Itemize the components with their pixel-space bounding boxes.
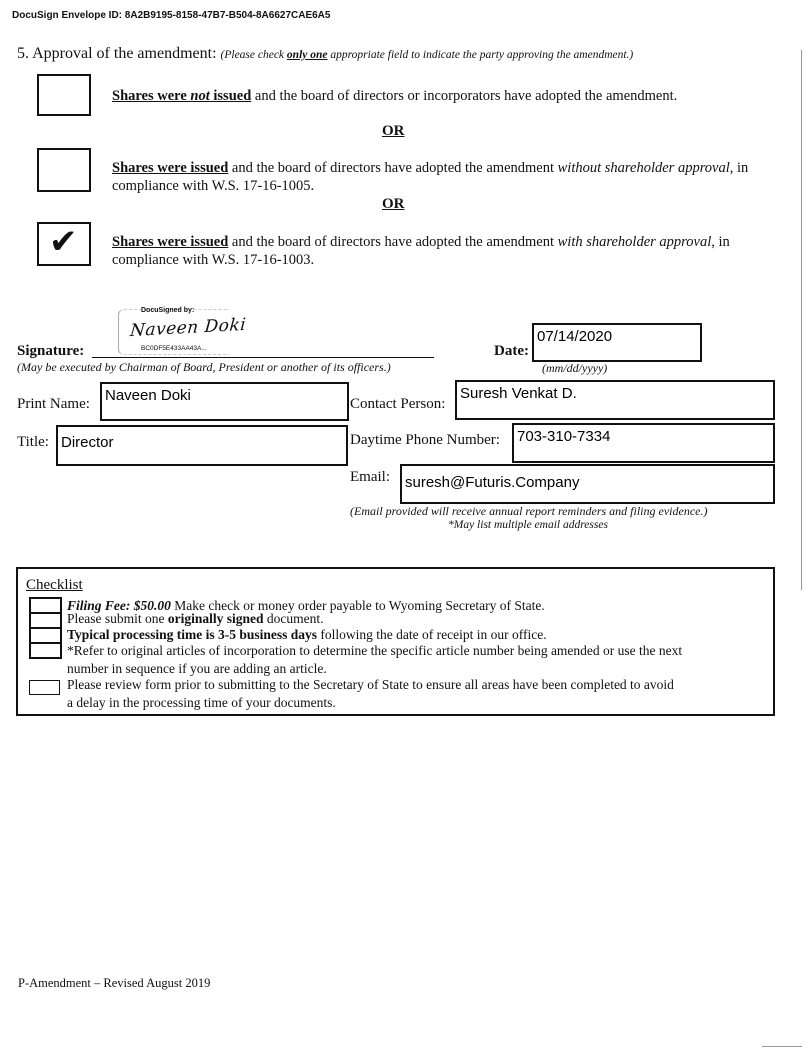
email-multiple-note: *May list multiple email addresses — [448, 519, 608, 531]
email-field[interactable]: suresh@Futuris.Company — [400, 464, 775, 504]
section-heading-line — [17, 45, 633, 63]
checkmark-icon: ✔ — [49, 222, 78, 262]
email-note: (Email provided will receive annual report reminders and filing evidence.) — [350, 504, 708, 518]
scan-edge-artifact — [762, 1046, 802, 1047]
email-label: Email: — [350, 469, 390, 485]
docusigned-by-label: DocuSigned by: — [141, 307, 195, 314]
title-label: Title: — [17, 434, 49, 450]
phone-field[interactable]: 703-310-7334 — [512, 423, 775, 463]
checklist-box-review[interactable] — [29, 680, 60, 695]
signature-label: Signature: — [17, 343, 85, 359]
scan-edge-artifact — [801, 50, 802, 590]
form-revision-footer: P-Amendment – Revised August 2019 — [18, 976, 211, 990]
contact-person-field[interactable]: Suresh Venkat D. — [455, 380, 775, 420]
option-issued-without-approval-text: Shares were issued and the board of directors have adopted the amendment without shareholder approval, in compliance with W.S. 17-16-1005. — [112, 160, 749, 194]
section-note: (Please check only one appropriate field to indicate the party approving the amendment.) — [220, 49, 634, 61]
date-label: Date: — [494, 343, 529, 359]
signature-note: (May be executed by Chairman of Board, President or another of its officers.) — [17, 360, 391, 374]
contact-person-label: Contact Person: — [350, 396, 446, 412]
phone-label: Daytime Phone Number: — [350, 432, 500, 448]
option-issued-with-approval-text: Shares were issued and the board of directors have adopted the amendment with shareholder approval, in compliance with W.S. 17-16-1003. — [112, 234, 730, 268]
or-label-2: OR — [382, 196, 405, 212]
checklist-refer-line2: number in sequence if you are adding an article. — [67, 661, 327, 676]
checklist-review-line1: Please review form prior to submitting to the Secretary of State to ensure all areas have been completed to avoid — [67, 677, 674, 692]
date-field[interactable]: 07/14/2020 — [532, 323, 702, 362]
option-issued-with-approval-checkbox[interactable] — [37, 222, 91, 266]
signer-handwriting: Naveen Doki — [129, 314, 248, 342]
date-format-hint: (mm/dd/yyyy) — [542, 361, 608, 375]
checklist-heading: Checklist — [26, 577, 83, 593]
option-not-issued-text: Shares were not issued and the board of directors or incorporators have adopted the amendment. — [112, 88, 678, 104]
title-field[interactable]: Director — [56, 425, 348, 466]
option-not-issued-checkbox[interactable] — [37, 74, 91, 116]
section-heading: 5. Approval of the amendment: — [17, 45, 217, 62]
envelope-id: DocuSign Envelope ID: 8A2B9195-8158-47B7-B504-8A6627CAE6A5 — [12, 10, 331, 21]
print-name-label: Print Name: — [17, 396, 90, 412]
checklist-refer-line1: *Refer to original articles of incorporation to determine the specific article number being amended or use the next — [67, 643, 683, 658]
option-issued-without-approval-checkbox[interactable] — [37, 148, 91, 192]
signature-cert-id: BC0DF5E433AA43A... — [141, 345, 207, 352]
signature-line — [92, 357, 434, 358]
checklist-review-line2: a delay in the processing time of your documents. — [67, 695, 336, 710]
checklist-processing: Typical processing time is 3-5 business days following the date of receipt in our office. — [67, 627, 547, 642]
checklist-box-refer[interactable] — [29, 642, 62, 659]
checklist-submit: Please submit one originally signed document. — [67, 611, 324, 626]
checklist-fee: Filing Fee: $50.00 Make check or money order payable to Wyoming Secretary of State. — [67, 598, 545, 613]
print-name-field[interactable]: Naveen Doki — [100, 382, 349, 421]
or-label-1: OR — [382, 123, 405, 139]
